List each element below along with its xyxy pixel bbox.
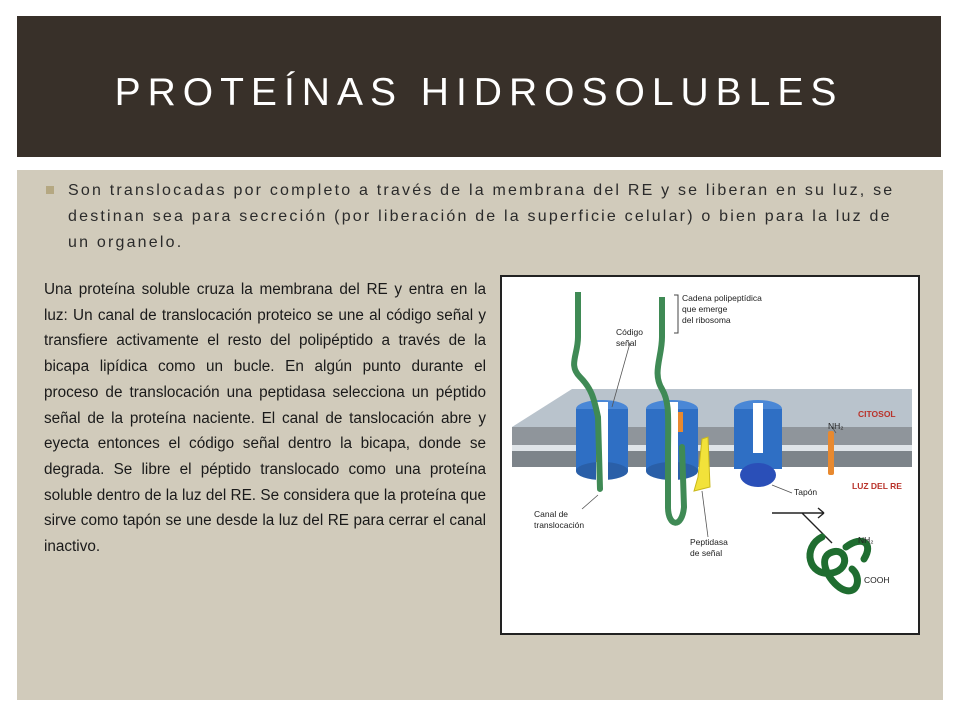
membrane-core [512, 445, 912, 451]
plug-shape [740, 463, 776, 487]
soluble-protein [810, 537, 868, 591]
label-code-1: Código [616, 327, 643, 337]
signal-fragment [828, 431, 834, 475]
membrane-top-surface [512, 389, 912, 427]
label-chain-1: Cadena polipeptídica [682, 293, 762, 303]
bullet-text: Son translocadas por completo a través de la membrana del RE y se liberan en su luz, se destinan sea para secreción (por liberación de la superficie celular) o bien para la luz de un organelo. [68, 182, 895, 251]
bullet-point [46, 178, 916, 256]
label-chain-2: que emerge [682, 304, 728, 314]
label-citosol: CITOSOL [858, 409, 896, 419]
label-canal-2: translocación [534, 520, 585, 530]
translocation-diagram [500, 275, 920, 635]
bullet-marker-icon [46, 186, 54, 194]
label-canal-1: Canal de [534, 509, 569, 519]
label-code-2: señal [616, 338, 637, 348]
body-paragraph: Una proteína soluble cruza la membrana del RE y entra en la luz: Un canal de translocación proteico se une al código señal y transfiere activamente el resto del polipéptido a través de la bicapa lipídica como un bucle. En algún punto durante el proceso de translocación una peptidasa selecciona un péptido señal de la proteína naciente. El canal de tanslocación abre y eyecta entonces el código señal dentro la bicapa, donde se degrada. Se libre el péptido translocado como una proteína soluble dentro de la luz del RE. Se considera que la proteína que sirve como tapón se une desde la luz del RE para cerrar el canal inactivo. [44, 281, 486, 556]
membrane-lower-layer [512, 451, 912, 467]
diagram-svg [502, 277, 918, 633]
label-nh2-protein: NH₂ [858, 535, 874, 545]
title-bar [17, 16, 941, 157]
membrane-upper-layer [512, 427, 912, 445]
slide-title: PROTEÍNAS HIDROSOLUBLES [114, 70, 844, 114]
label-cooh: COOH [864, 575, 890, 585]
label-luz: LUZ DEL RE [852, 481, 902, 491]
label-peptidase-1: Peptidasa [690, 537, 728, 547]
translocation-channel-3 [734, 400, 782, 487]
label-nh2-membrane: NH₂ [828, 421, 844, 431]
translocation-channel-2 [646, 400, 698, 487]
label-tapon: Tapón [794, 487, 818, 497]
label-peptidase-2: de señal [690, 548, 723, 558]
label-chain-3: del ribosoma [682, 315, 731, 325]
